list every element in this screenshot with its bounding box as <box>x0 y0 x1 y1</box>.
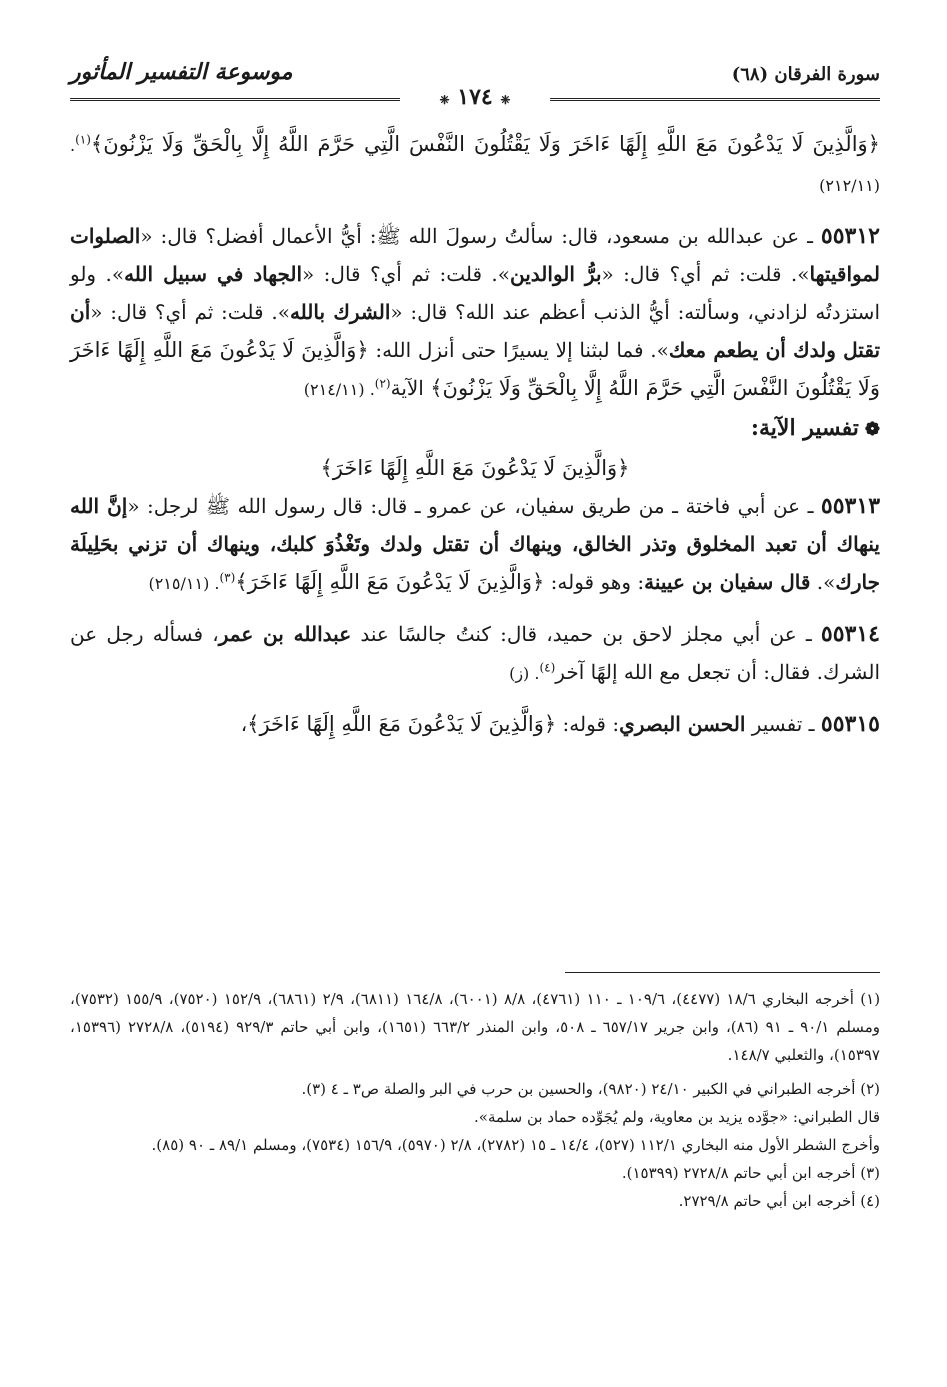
narrator-name: عبدالله بن عمر <box>218 622 352 646</box>
entry-text: ». ولو استزدتُه لزادني، وسألته: أيُّ الذنب أعظم عند الله؟ قال: « <box>70 262 880 324</box>
quoted-text: إنَّ الله ينهاك أن تعبد المخلوق وتذر الخالق، وينهاك أن تقتل ولدك وتَغْذُوَ كلبك، وينهاك أن تزني بحَلِيلَة جارك <box>70 494 880 594</box>
entry-text: ـ تفسير <box>745 712 821 736</box>
entry-text: : وهو قوله: <box>544 570 645 594</box>
ornament-icon: ❈ <box>500 93 511 107</box>
section-heading <box>70 409 880 449</box>
surah-label: سورة الفرقان (٦٨) <box>731 64 880 85</box>
entry-text: ـ عن أبي فاختة ـ من طريق سفيان، عن عمرو ـ قال: قال رسول الله ﷺ لرجل: « <box>127 494 821 518</box>
footnote-2: (٢) أخرجه الطبراني في الكبير ٢٤/١٠ (٩٨٢٠)، والحسين بن حرب في البر والصلة ص٣ ـ ٤ (٣). <box>301 1080 880 1098</box>
entry-text: ـ عن أبي مجلز لاحق بن حميد، قال: كنتُ جالسًا عند <box>351 622 821 646</box>
entry-text: ». قلت: ثم أي؟ قال: « <box>601 262 810 286</box>
quran-verse: ﴿وَالَّذِينَ لَا يَدْعُونَ مَعَ اللَّهِ إِلَهًا ءَاخَرَ وَلَا يَقْتُلُونَ النَّفْسَ الَّتِي حَرَّمَ اللَّهُ إِلَّا بِالْحَقِّ وَلَا يَزْنُونَ﴾ <box>70 338 880 400</box>
entry-number: ٥٥٣١٣ <box>820 493 881 519</box>
quoted-text: الصلوات لمواقيتها <box>70 224 881 286</box>
hadith-55315 <box>70 705 880 743</box>
centered-verse: ﴿وَالَّذِينَ لَا يَدْعُونَ مَعَ اللَّهِ إِلَهًا ءَاخَرَ﴾ <box>320 456 630 480</box>
entry-text: ». قلت: ثم أي؟ قال: « <box>90 300 290 324</box>
footnotes <box>70 985 880 1215</box>
quoted-text: أن تقتل ولدك أن يطعم معك <box>70 300 881 362</box>
quran-verse: ﴿وَالَّذِينَ لَا يَدْعُونَ مَعَ اللَّهِ إِلَهًا ءَاخَرَ﴾ <box>247 712 557 736</box>
narrator-name: قال سفيان بن عيينة <box>644 570 811 594</box>
volume-reference: . (٢١٥/١١) <box>148 574 220 593</box>
entry-number: ٥٥٣١٥ <box>820 711 880 737</box>
header-rule <box>70 84 880 110</box>
volume-reference: . (٢١٢/١١) <box>70 136 880 195</box>
main-text <box>70 125 880 743</box>
footnote-1: (١) أخرجه البخاري ١٨/٦ (٤٤٧٧)، ١٠٩/٦ ـ ١١٠ (٤٧٦١)، ٨/٨ (٦٠٠١)، ١٦٤/٨ (٦٨١١)، ٢/٩ (٦٨٦١)، ١٥٢/٩ (٧٥٢٠)، ١٥٥/٩ (٧٥٣٢)، ومسلم ٩٠/١ ـ ٩١ (٨٦)، وابن جرير ٦٥٧/١٧ ـ ٥٠٨، وابن المنذر ٦٦٣/٢ (١٦٥١)، وابن أبي حاتم ٩٢٩/٣ (٥١٩٤)، ٢٧٢٨/٨ (١٥٣٩٦، ١٥٣٩٧)، والثعلبي ١٤٨/٧. <box>70 990 881 1064</box>
hadith-55312 <box>70 217 880 409</box>
entry-text: ـ عن عبدالله بن مسعود، قال: سألتُ رسولَ الله ﷺ: أيُّ الأعمال أفضل؟ قال: « <box>140 224 821 248</box>
narrator-name: الحسن البصري <box>619 712 746 736</box>
opening-verse-paragraph <box>70 125 880 205</box>
entry-text: ». فما لبثنا إلا يسيرًا حتى أنزل الله: <box>368 338 669 362</box>
quran-verse: ﴿وَالَّذِينَ لَا يَدْعُونَ مَعَ اللَّهِ إِلَهًا ءَاخَرَ﴾ <box>235 570 545 594</box>
page-number: ١٧٤ <box>457 84 493 110</box>
entry-number: ٥٥٣١٤ <box>820 621 880 647</box>
entry-text: ». <box>810 570 836 594</box>
footnote-4: (٤) أخرجه ابن أبي حاتم ٢٧٢٩/٨. <box>678 1192 880 1210</box>
hadith-55313 <box>70 487 880 603</box>
header-rule-left <box>70 98 400 101</box>
entry-text: ». قلت: ثم أي؟ قال: « <box>302 262 511 286</box>
running-header <box>70 55 880 85</box>
ornament-icon: ❈ <box>439 93 450 107</box>
quoted-text: الشرك بالله <box>289 300 391 324</box>
entry-text: ، <box>240 712 248 736</box>
entry-text: ، فسأله رجل عن الشرك. فقال: أن تجعل مع الله إلهًا آخر <box>70 622 880 684</box>
entry-number: ٥٥٣١٢ <box>820 223 880 249</box>
footnote-divider <box>565 972 880 973</box>
hadith-55314 <box>70 615 880 693</box>
header-rule-right <box>550 98 880 101</box>
quoted-text: الجهاد في سبيل الله <box>124 262 303 286</box>
footnote-marker: (٤) <box>539 660 556 675</box>
entry-text: : قوله: <box>556 712 620 736</box>
quoted-text: برُّ الوالدين <box>510 262 602 286</box>
volume-reference: . (٢١٤/١١) <box>303 380 375 399</box>
flower-icon: ❁ <box>864 419 880 440</box>
footnote-3: (٣) أخرجه ابن أبي حاتم ٢٧٢٨/٨ (١٥٣٩٩). <box>621 1164 880 1182</box>
footnote-marker: (١) <box>75 132 91 147</box>
section-heading-text: تفسير الآية: <box>750 415 859 441</box>
volume-reference: . (ز) <box>509 664 540 683</box>
entry-text: الآية <box>390 376 431 400</box>
quran-verse: ﴿وَالَّذِينَ لَا يَدْعُونَ مَعَ اللَّهِ إِلَهًا ءَاخَرَ وَلَا يَقْتُلُونَ النَّفْسَ الَّتِي حَرَّمَ اللَّهُ إِلَّا بِالْحَقِّ وَلَا يَزْنُونَ﴾ <box>90 132 880 156</box>
footnote-marker: (٢) <box>374 376 391 391</box>
footnote-2-note: قال الطبراني: «جوَّده يزيد بن معاوية، ولم يُجَوِّده حماد بن سلمة». <box>474 1108 880 1126</box>
book-title: موسوعة التفسير المأثور <box>70 59 293 85</box>
footnote-2-extra: وأخرج الشطر الأول منه البخاري ١١٢/١ (٥٢٧)، ١٤/٤ ـ ١٥ (٢٧٨٢)، ٢/٨ (٥٩٧٠)، ١٥٦/٩ (٧٥٣٤)، ومسلم ٨٩/١ ـ ٩٠ (٨٥). <box>151 1136 880 1154</box>
page-number-block <box>410 84 540 110</box>
footnote-marker: (٣) <box>219 570 236 585</box>
